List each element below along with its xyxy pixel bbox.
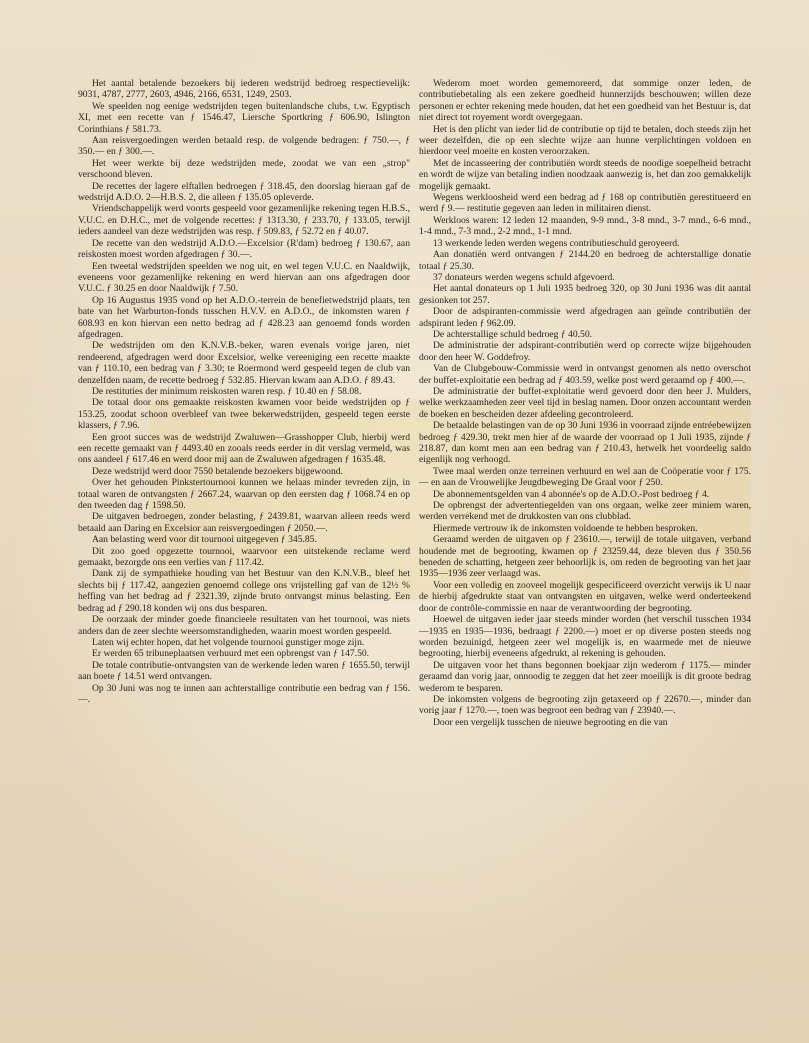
paragraph: De inkomsten volgens de begrooting zijn getaxeerd op ƒ 22670.—, minder dan vorig jaar ƒ 1270.—, toen was begroot een bedrag van ƒ 23940.—. bbox=[419, 693, 751, 717]
paragraph: We speelden nog eenige wedstrijden tegen buitenlandsche clubs, t.w. Egyptisch XI, met een recette van ƒ 1546.47, Liersche Sportkring ƒ 606.90, Islington Corinthians ƒ 581.73. bbox=[78, 100, 410, 135]
paragraph: Het weer werkte bij deze wedstrijden mede, zoodat we van een „strop" verschoond bleven. bbox=[78, 157, 410, 181]
paragraph: Aan reisvergoedingen werden betaald resp. de volgende bedragen: ƒ 750.—, ƒ 350.— en ƒ 300.—. bbox=[78, 135, 410, 158]
left-column bbox=[78, 78, 410, 705]
paragraph: Een tweetal wedstrijden speelden we nog uit, en wel tegen V.U.C. en Naaldwijk, eveneens voor gezamenlijke rekening en werd hiervan aan ons afgedragen door V.U.C. ƒ 30.25 en door Naaldwijk ƒ 7.50. bbox=[78, 260, 410, 295]
paragraph: De totale contributie-ontvangsten van de werkende leden waren ƒ 1655.50, terwijl aan boete ƒ 14.51 werd ontvangen. bbox=[78, 659, 410, 683]
paragraph: Wederom moet worden gememoreerd, dat sommige onzer leden, de contributiebetaling als een zekere goedheid hunnerzijds beschouwen; willen deze personen er echter rekening mede houden, dat het een goedheid van het Bestuur is, dat niet direct tot royement wordt overgegaan. bbox=[419, 78, 751, 124]
paragraph: Twee maal werden onze terreinen verhuurd en wel aan de Coöperatie voor ƒ 175.— en aan de Vrouwelijke Jeugdbeweging De Graal voor ƒ 250. bbox=[419, 465, 751, 489]
paragraph: Geraamd werden de uitgaven op ƒ 23610.—, terwijl de totale uitgaven, verband houdende met de begrooting, kwamen op ƒ 23259.44, deze bleven dus ƒ 350.56 beneden de schatting, hetgeen zeer behoorlijk is, om reden de begrooting van het jaar 1935—1936 zeer verlaagd was. bbox=[419, 534, 751, 580]
paragraph: De oorzaak der minder goede financieele resultaten van het tournooi, was niets anders dan de zeer slechte weersomstandigheden, waarin moest worden gespeeld. bbox=[78, 614, 410, 637]
paragraph: De restituties der minimum reiskosten waren resp. ƒ 10.40 en ƒ 58.08. bbox=[92, 385, 362, 397]
paragraph: De betaalde belastingen van de op 30 Juni 1936 in voorraad zijnde entréebewijzen bedroeg ƒ 429.30, trekt men hier af de waarde der voorraad op 1 Juli 1935, zijnde ƒ 218.87, dan komt men aan een bedrag van ƒ 210.43, hetwelk het voordeelig saldo eigenlijk nog verhoogd. bbox=[419, 420, 751, 466]
paragraph: Aan belasting werd voor dit tournooi uitgegeven ƒ 345.85. bbox=[92, 534, 317, 546]
paragraph: Aan donatiën werd ontvangen ƒ 2144.20 en bedroeg de achterstallige donatie totaal ƒ 25.30. bbox=[419, 249, 751, 272]
paragraph: Op 16 Augustus 1935 vond op het A.D.O.-terrein de benefietwedstrijd plaats, ten bate van het Warburton-fonds tusschen H.V.V. en A.D.O., de inkomsten waren ƒ 608.93 en kon hiervan een netto bedrag ad ƒ 428.23 aan genoemd fonds worden afgedragen. bbox=[78, 294, 410, 340]
paragraph: Deze wedstrijd werd door 7550 betalende bezoekers bijgewoond. bbox=[92, 465, 343, 477]
paragraph: De achterstallige schuld bedroeg ƒ 40.50. bbox=[433, 328, 593, 340]
paragraph: Op 30 Juni was nog te innen aan achterstallige contributie een bedrag van ƒ 156.—. bbox=[78, 682, 410, 705]
paragraph: Hiermede vertrouw ik de inkomsten voldoende te hebben besproken. bbox=[433, 522, 698, 534]
paragraph: Het aantal donateurs op 1 Juli 1935 bedroeg 320, op 30 Juni 1936 was dit aantal gesionken tot 257. bbox=[419, 283, 751, 306]
paragraph: Van de Clubgebouw-Commissie werd in ontvangst genomen als netto overschot der buffet-exploitatie een bedrag ad ƒ 403.59, welke post werd geraamd op ƒ 400.—. bbox=[419, 363, 751, 386]
paragraph: Wegens werkloosheid werd een bedrag ad ƒ 168 op contributiën gerestitueerd en werd ƒ 9.— restitutie gegeven aan leden in militairen dienst. bbox=[419, 192, 751, 215]
paragraph: De wedstrijden om den K.N.V.B.-beker, waren evenals vorige jaren, niet rendeerend, afgedragen werd door Excelsior, welke vereeniging een recette maakte van ƒ 110.10, een bedrag van ƒ 3.30; te Roermond werd gespeeld tegen de club van denzelfden naam, de recette bedroeg ƒ 532.85. Hiervan kwam aan A.D.O. ƒ 89.43. bbox=[78, 340, 410, 386]
paragraph: De administratie der adspirant-contributiën werd op correcte wijze bijgehouden door den heer W. Goddefroy. bbox=[419, 340, 751, 363]
paragraph: De abonnementsgelden van 4 abonnée's op de A.D.O.-Post bedroeg ƒ 4. bbox=[433, 488, 710, 500]
paragraph: Vriendschappelijk werd voorts gespeeld voor gezamenlijke rekening tegen H.B.S., V.U.C. en D.H.C., met de volgende recettes: ƒ 1313.30, ƒ 233.70, ƒ 133.05, terwijl ieders aandeel van deze wedstrijden was resp. ƒ 509.83, ƒ 52.72 en ƒ 40.07. bbox=[78, 203, 410, 238]
paragraph: Hoewel de uitgaven ieder jaar steeds minder worden (het verschil tusschen 1934—1935 en 1935—1936, bedraagt ƒ 2200.—) moet er op diverse posten steeds nog worden bezuinigd, hetgeen zeer wel mogelijk is, en waarmede met de nieuwe begrooting, hierbij eveneens afgedrukt, al rekening is gehouden. bbox=[419, 614, 751, 660]
paragraph: De opbrengst der advertentiegelden van ons orgaan, welke zeer miniem waren, werden verrekend met de drukkosten van ons clubblad. bbox=[419, 500, 751, 523]
paragraph: De uitgaven voor het thans begonnen boekjaar zijn wederom ƒ 1175.— minder geraamd dan vorig jaar, onnoodig te zeggen dat het zeer moeilijk is dit groote bedrag wederom te besparen. bbox=[419, 659, 751, 694]
right-column bbox=[419, 78, 751, 728]
paragraph: De recettes der lagere elftallen bedroegen ƒ 318.45, den doorslag hieraan gaf de wedstrijd A.D.O. 2—H.B.S. 2, die alleen ƒ 135.05 opleverde. bbox=[78, 180, 410, 204]
paragraph: Het is den plicht van ieder lid de contributie op tijd te betalen, doch steeds zijn het weer dezelfden, die op een slechte wijze aan hunne verplichtingen voldoen en hierdoor veel moeite en kosten veroorzaken. bbox=[419, 123, 751, 158]
paragraph: Voor een volledig en zooveel mogelijk gespecificeerd overzicht verwijs ik U naar de hierbij afgedrukte staat van ontvangsten en uitgaven, welke werd onderteekend door de contrôle-commissie en naar de verantwoording der begrooting. bbox=[419, 579, 751, 614]
paragraph: Er werden 65 tribuneplaatsen verhuurd met een opbrengst van ƒ 147.50. bbox=[92, 648, 370, 660]
paragraph: De recette van den wedstrijd A.D.O.—Excelsior (R'dam) bedroeg ƒ 130.67, aan reiskosten moest worden afgedragen ƒ 30.—. bbox=[78, 237, 410, 261]
paragraph: Door de adspiranten-commissie werd afgedragen aan geïnde contributiën der adspirant leden ƒ 962.09. bbox=[419, 306, 751, 329]
paragraph: De administratie der buffet-exploitatie werd gevoerd door den heer J. Mulders, welke werkzaamheden zeer veel tijd in beslag namen. Door onzen accountant werden de boeken en bescheiden dezer afdeeling gecontroleerd. bbox=[419, 385, 751, 420]
paragraph: Dank zij de sympathieke houding van het Bestuur van den K.N.V.B., bleef het slechts bij ƒ 117.42, aangezien genoemd college ons vrijstelling gaf van de 12½ % heffing van het bedrag ad ƒ 2321.39, zijnde bruto ontvangst minus belasting. Een bedrag ad ƒ 290.18 konden wij ons dus besparen. bbox=[78, 568, 410, 614]
paragraph: Door een vergelijk tusschen de nieuwe begrooting en die van bbox=[433, 716, 668, 728]
paragraph: 13 werkende leden werden wegens contributieschuld geroyeerd. bbox=[433, 237, 680, 249]
paragraph: Over het gehouden Pinkstertournooi kunnen we helaas minder tevreden zijn, in totaal waren de ontvangsten ƒ 2667.24, waarvan op den eersten dag ƒ 1068.74 en op den tweeden dag ƒ 1598.50. bbox=[78, 477, 410, 512]
paragraph: De uitgaven bedroegen, zonder belasting, ƒ 2439.81, waarvan alleen reeds werd betaald aan Daring en Excelsior aan reisvergoedingen ƒ 2050.—. bbox=[78, 511, 410, 534]
paragraph: Dit zoo goed opgezette tournooi, waarvoor een uitstekende reclame werd gemaakt, bezorgde ons een verlies van ƒ 117.42. bbox=[78, 545, 410, 569]
paragraph: Werkloos waren: 12 leden 12 maanden, 9-9 mnd., 3-8 mnd., 3-7 mnd., 6-6 mnd., 1-4 mnd., 7-3 mnd., 2-2 mnd., 1-1 mnd. bbox=[419, 214, 751, 238]
paragraph: 37 donateurs werden wegens schuld afgevoerd. bbox=[433, 271, 615, 283]
paragraph: Het aantal betalende bezoekers bij iederen wedstrijd bedroeg respectievelijk: 9031, 4787, 2777, 2603, 4946, 2166, 6531, 1249, 2503. bbox=[78, 78, 410, 101]
paragraph: De totaal door ons gemaakte reiskosten kwamen voor beide wedstrijden op ƒ 153.25, zoodat schoon overbleef van twee bekerwedstrijden, gespeeld tegen eerste klassers, ƒ 7.96. bbox=[78, 397, 410, 432]
paragraph: Met de incasseering der contributiën wordt steeds de noodige soepelheid betracht en wordt de wijze van betaling indien noodzaak aanwezig is, het dan zoo gemakkelijk mogelijk gemaakt. bbox=[419, 157, 751, 192]
paragraph: Laten wij echter hopen, dat het volgende tournooi gunstiger moge zijn. bbox=[92, 636, 365, 648]
paragraph: Een groot succes was de wedstrijd Zwaluwen—Grasshopper Club, hierbij werd een recette gemaakt van ƒ 4493.40 en zooals reeds eerder in dit verslag vermeld, was ons aandeel ƒ 617.46 en werd door mij aan de Zwaluwen afgedragen ƒ 1635.48. bbox=[78, 431, 410, 466]
